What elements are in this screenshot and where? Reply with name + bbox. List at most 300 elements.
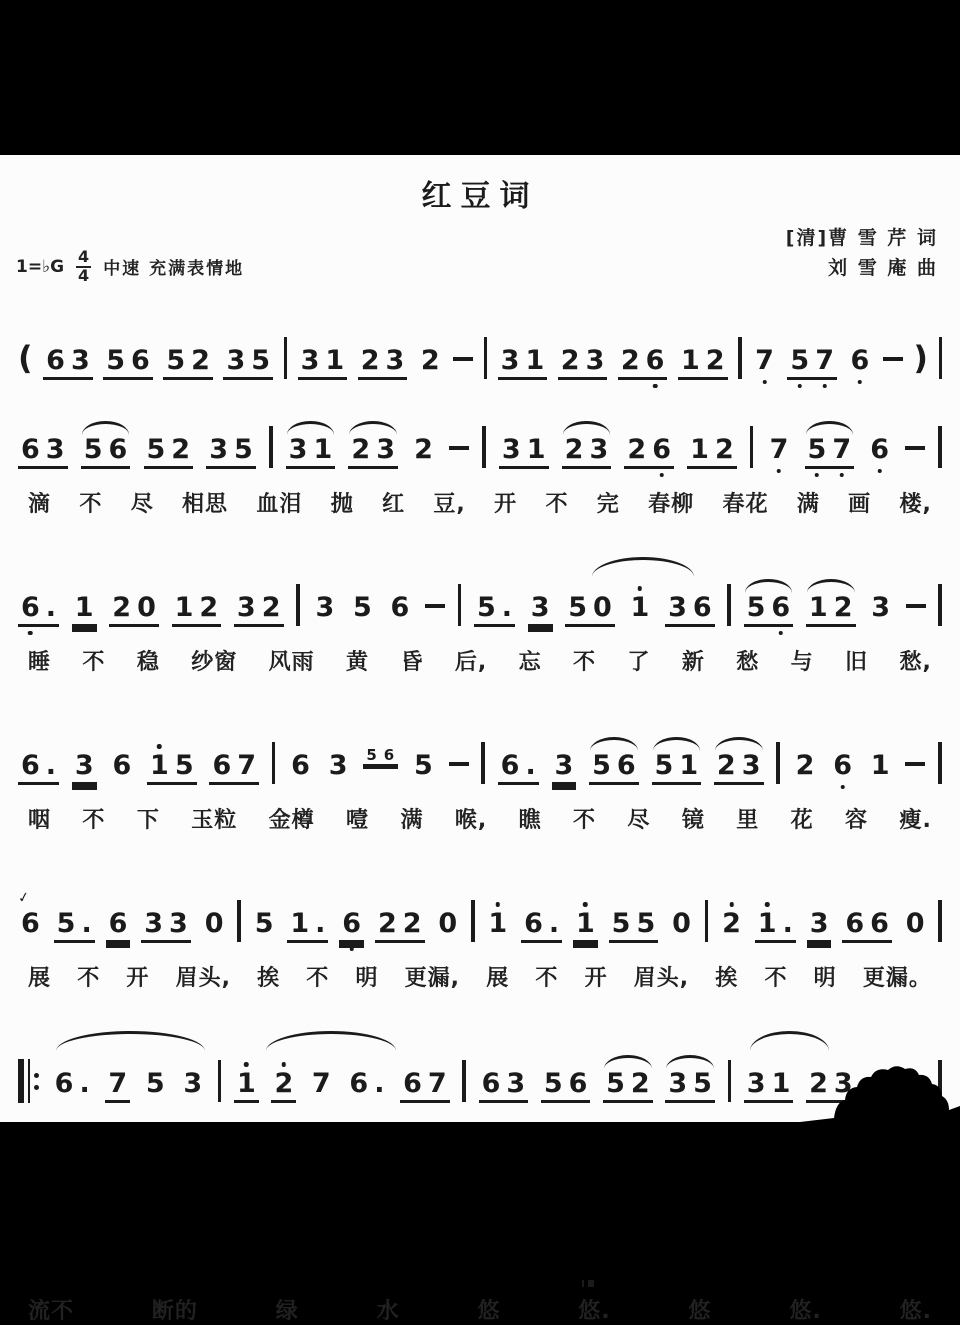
note bbox=[479, 1070, 529, 1103]
note-digit: 5 bbox=[251, 345, 271, 376]
lyric-word: 容 bbox=[845, 808, 869, 833]
note bbox=[109, 752, 134, 779]
lyric-word: 水 bbox=[376, 1298, 400, 1324]
note-digit: 3 bbox=[169, 908, 188, 939]
barline bbox=[458, 584, 462, 626]
note-digit: 2 bbox=[402, 908, 422, 939]
lyric-word: 稳 bbox=[136, 650, 160, 675]
note-digit: 5 bbox=[106, 345, 126, 376]
grace-notes bbox=[363, 748, 398, 766]
lyric-word: 睡 bbox=[28, 650, 52, 675]
note-digit: 1 bbox=[147, 752, 172, 779]
note bbox=[744, 594, 794, 627]
note-digit: 3 bbox=[741, 750, 761, 781]
note-digit: 1 bbox=[325, 345, 345, 376]
note-digit: 1 bbox=[573, 910, 598, 937]
lyric-word: 了 bbox=[627, 650, 651, 675]
barline bbox=[938, 584, 942, 626]
note bbox=[752, 347, 777, 374]
lyrics-row bbox=[14, 487, 946, 518]
note-digit: 6 bbox=[870, 908, 889, 939]
note bbox=[234, 1070, 259, 1103]
note-digit: 2 bbox=[833, 592, 853, 623]
note-digit: 3 bbox=[530, 592, 550, 623]
lyric-word: 绿 bbox=[275, 1298, 299, 1324]
note bbox=[805, 436, 855, 469]
note bbox=[687, 436, 737, 469]
note-digit: 2 bbox=[351, 434, 371, 465]
note bbox=[521, 910, 562, 943]
note bbox=[498, 347, 548, 380]
note bbox=[528, 594, 553, 627]
lyric-word: 明 bbox=[355, 966, 379, 991]
slur-arc bbox=[750, 1031, 829, 1051]
lyric-word: 挨 bbox=[257, 966, 281, 991]
lyric-word: 悠. bbox=[899, 1298, 932, 1324]
note bbox=[348, 436, 398, 469]
note-digit: 3 bbox=[809, 908, 829, 939]
lyric-word: 不 bbox=[82, 808, 106, 833]
note bbox=[411, 752, 436, 779]
barline bbox=[938, 426, 942, 468]
note bbox=[144, 436, 194, 469]
note-digit: 6 bbox=[212, 750, 232, 781]
note bbox=[624, 436, 674, 469]
lyric-word: 后, bbox=[454, 650, 488, 675]
note-digit: . bbox=[45, 750, 57, 781]
note-digit: 5 bbox=[145, 1068, 165, 1099]
note bbox=[755, 910, 796, 943]
note bbox=[589, 752, 639, 785]
note-digit: 2 bbox=[420, 345, 440, 376]
note-digit: . bbox=[315, 908, 326, 939]
lyric-word: 纱窗 bbox=[191, 650, 238, 675]
barline bbox=[462, 1060, 466, 1102]
note-digit: 2 bbox=[112, 592, 132, 623]
note-digit: . bbox=[374, 1068, 385, 1099]
dash-extension bbox=[905, 762, 925, 767]
note bbox=[287, 910, 328, 943]
lyrics-row bbox=[14, 961, 946, 992]
note-digit: 1 bbox=[690, 434, 709, 465]
note-digit: 5 bbox=[83, 434, 103, 465]
notes-row bbox=[14, 706, 946, 791]
lyric-word: 不 bbox=[764, 966, 788, 991]
lyric-word: 不 bbox=[573, 650, 597, 675]
note bbox=[573, 910, 598, 943]
barline bbox=[237, 900, 241, 942]
lyric-word: 不 bbox=[306, 966, 330, 991]
note-digit: 6 bbox=[108, 434, 128, 465]
note-digit: 5 bbox=[174, 750, 194, 781]
barline bbox=[484, 337, 488, 379]
note-digit: 5 bbox=[234, 434, 253, 465]
note-digit: 3 bbox=[328, 750, 348, 781]
note-digit: 3 bbox=[70, 345, 90, 376]
note-digit: 1 bbox=[771, 1068, 791, 1099]
note-digit: 1 bbox=[525, 345, 545, 376]
note bbox=[618, 347, 668, 380]
note-digit: 6 bbox=[21, 908, 40, 939]
note-digit: 6 bbox=[21, 434, 40, 465]
note-digit: 3 bbox=[45, 434, 65, 465]
note bbox=[309, 1070, 334, 1097]
note bbox=[498, 752, 539, 785]
note-digit: 6 bbox=[339, 910, 364, 937]
note-digit: 2 bbox=[271, 1070, 296, 1097]
note-digit: . bbox=[501, 592, 512, 623]
dash-extension bbox=[449, 762, 469, 767]
note bbox=[806, 594, 856, 627]
lyric-word: 黄 bbox=[346, 650, 370, 675]
lyric-word: 春花 bbox=[722, 492, 769, 517]
lyric-word: 新 bbox=[681, 650, 705, 675]
note-digit: 6 bbox=[21, 750, 40, 781]
barline bbox=[938, 742, 942, 784]
note bbox=[18, 594, 59, 627]
lyric-word: 悠 bbox=[477, 1298, 501, 1324]
note-digit: 6 bbox=[291, 750, 310, 781]
dash-extension bbox=[449, 446, 469, 451]
note bbox=[868, 594, 893, 621]
repeat-thin-bar bbox=[28, 1059, 31, 1103]
note-digit: 2 bbox=[716, 750, 736, 781]
lyric-word: 花 bbox=[790, 808, 814, 833]
note-digit: 3 bbox=[144, 908, 164, 939]
note-digit: 0 bbox=[137, 592, 156, 623]
lyric-word: 金樽 bbox=[268, 808, 315, 833]
lyric-word: 旧 bbox=[845, 650, 869, 675]
note bbox=[787, 347, 837, 380]
lyric-word: 更漏。 bbox=[862, 966, 932, 991]
note-digit: 3 bbox=[554, 750, 574, 781]
note bbox=[72, 594, 97, 627]
note bbox=[18, 910, 43, 937]
note-digit: 5 bbox=[476, 592, 496, 623]
lyrics-row bbox=[14, 1294, 946, 1325]
note-digit: 1 bbox=[74, 592, 94, 623]
lyric-word: 喉, bbox=[454, 808, 488, 833]
note bbox=[105, 1070, 130, 1103]
note bbox=[628, 594, 653, 621]
note-digit: 6 bbox=[867, 436, 892, 463]
note bbox=[312, 594, 337, 621]
lyricist-credit: [清]曹 雪 芹 词 bbox=[785, 227, 938, 249]
note bbox=[565, 594, 615, 627]
note-digit: 6 bbox=[403, 1068, 422, 1099]
note bbox=[541, 1070, 591, 1103]
lyrics-row bbox=[14, 645, 946, 676]
note-digit: 7 bbox=[311, 1068, 331, 1099]
lyric-word: 悠. bbox=[789, 1298, 822, 1324]
note bbox=[609, 910, 659, 943]
note-digit: 2 bbox=[795, 750, 815, 781]
note-digit: 2 bbox=[360, 345, 380, 376]
note-digit: 7 bbox=[427, 1068, 447, 1099]
dash-extension bbox=[883, 357, 903, 362]
note-digit: 7 bbox=[767, 436, 792, 463]
note-digit: 6 bbox=[830, 752, 855, 779]
note-digit: 5 bbox=[746, 592, 766, 623]
lyric-word: 豆, bbox=[433, 492, 466, 517]
note bbox=[474, 594, 515, 627]
lyric-word: 不 bbox=[82, 650, 106, 675]
note-digit: . bbox=[548, 908, 560, 939]
note bbox=[141, 910, 191, 943]
note-digit: 5 bbox=[166, 345, 186, 376]
note bbox=[288, 752, 313, 779]
lyric-word: 愁 bbox=[736, 650, 760, 675]
note-digit: 2 bbox=[809, 1068, 828, 1099]
note-digit: 7 bbox=[237, 750, 257, 781]
note-digit: 2 bbox=[719, 910, 744, 937]
note bbox=[558, 347, 608, 380]
note-digit: 3 bbox=[500, 345, 520, 376]
lyric-word: 流不 bbox=[28, 1298, 75, 1324]
note-digit: 0 bbox=[438, 908, 458, 939]
note-digit: 7 bbox=[108, 1068, 128, 1099]
note-digit: 3 bbox=[871, 592, 891, 623]
note bbox=[358, 347, 408, 380]
note bbox=[848, 347, 873, 374]
key-label: 1=♭G bbox=[16, 256, 65, 277]
time-denominator: 4 bbox=[78, 265, 90, 285]
note-digit: 2 bbox=[627, 434, 647, 465]
lyric-word: 血泪 bbox=[256, 492, 303, 517]
note-digit: 1 bbox=[234, 1070, 259, 1097]
dash-extension bbox=[906, 604, 926, 609]
note bbox=[163, 347, 213, 380]
note-digit: 6 bbox=[845, 908, 865, 939]
barline bbox=[284, 337, 288, 379]
lyric-word: 噎 bbox=[346, 808, 370, 833]
barline bbox=[471, 900, 475, 942]
slur-arc bbox=[592, 557, 695, 577]
note bbox=[744, 1070, 794, 1103]
score-line bbox=[14, 301, 946, 386]
barline bbox=[218, 1060, 222, 1102]
note-digit: 2 bbox=[261, 592, 281, 623]
note-digit: 6 bbox=[481, 1068, 501, 1099]
lyric-word: 尽 bbox=[130, 492, 154, 517]
score-line bbox=[14, 548, 946, 676]
note-digit: 6 bbox=[692, 592, 712, 623]
note-digit: 6 bbox=[54, 1068, 74, 1099]
note bbox=[669, 910, 694, 937]
note-digit: 3 bbox=[589, 434, 609, 465]
note-digit: 3 bbox=[385, 345, 405, 376]
note-digit: 3 bbox=[300, 345, 320, 376]
barline bbox=[750, 426, 754, 468]
notes-row bbox=[14, 548, 946, 633]
slur-arc bbox=[266, 1031, 396, 1051]
note-digit: 6 bbox=[649, 436, 674, 463]
note bbox=[209, 752, 259, 785]
note-digit: 6 bbox=[643, 347, 668, 374]
lyric-word: 风雨 bbox=[268, 650, 315, 675]
note-digit: 6 bbox=[848, 347, 873, 374]
note bbox=[552, 752, 577, 785]
slur-arc bbox=[56, 1031, 205, 1051]
letterbox-bottom bbox=[0, 1122, 960, 1280]
note bbox=[252, 910, 277, 937]
lyric-word: 愁, bbox=[899, 650, 932, 675]
note-digit: 5 bbox=[543, 1068, 563, 1099]
note-digit: 2 bbox=[705, 345, 725, 376]
lyric-word: 忘 bbox=[518, 650, 542, 675]
note-digit: 2 bbox=[564, 434, 584, 465]
note-digit: 5 bbox=[693, 1068, 712, 1099]
note-digit: 2 bbox=[171, 434, 191, 465]
lyric-word: 眉头, bbox=[175, 966, 231, 991]
note-digit: 5 bbox=[611, 908, 631, 939]
note bbox=[298, 347, 348, 380]
lyric-word: 相思 bbox=[182, 492, 229, 517]
note bbox=[903, 910, 928, 937]
lyric-word: 展 bbox=[28, 966, 52, 991]
note bbox=[52, 1070, 93, 1097]
note-digit: 1 bbox=[485, 910, 510, 937]
note-digit: 6 bbox=[383, 746, 396, 764]
note bbox=[562, 436, 612, 469]
lyric-word: 挨 bbox=[715, 966, 739, 991]
note-digit: 6 bbox=[131, 345, 150, 376]
lyric-word: 咽 bbox=[28, 808, 52, 833]
note-digit: . bbox=[81, 908, 92, 939]
note-digit: 6 bbox=[524, 908, 543, 939]
note-digit: 3 bbox=[506, 1068, 526, 1099]
note-digit: 5 bbox=[592, 750, 611, 781]
note-digit: . bbox=[79, 1068, 90, 1099]
note bbox=[418, 347, 443, 374]
note-digit: 5 bbox=[787, 347, 812, 374]
note-digit: 1 bbox=[755, 910, 780, 937]
note bbox=[346, 1070, 387, 1097]
credits bbox=[786, 223, 938, 284]
note-digit: . bbox=[45, 592, 57, 623]
note-digit: 3 bbox=[585, 345, 605, 376]
note-digit: 5 bbox=[636, 908, 656, 939]
lyric-word: 春柳 bbox=[648, 492, 695, 517]
note bbox=[271, 1070, 296, 1103]
barline bbox=[776, 742, 780, 784]
note bbox=[202, 910, 227, 937]
barline bbox=[272, 742, 276, 784]
barline bbox=[705, 900, 709, 942]
time-numerator: 4 bbox=[78, 247, 90, 266]
note-digit: 5 bbox=[254, 908, 274, 939]
note-digit: 6 bbox=[568, 1068, 588, 1099]
note bbox=[842, 910, 892, 943]
note-digit: 5 bbox=[606, 1068, 625, 1099]
barline bbox=[938, 900, 942, 942]
time-signature bbox=[76, 249, 91, 285]
note-digit: 5 bbox=[56, 908, 76, 939]
note-digit: 3 bbox=[501, 434, 521, 465]
note-digit: 1 bbox=[808, 592, 828, 623]
note bbox=[807, 910, 832, 943]
note bbox=[350, 594, 375, 621]
note-digit: 7 bbox=[812, 347, 837, 374]
note-digit: 6 bbox=[18, 594, 43, 621]
lyrics-row bbox=[14, 803, 946, 834]
note bbox=[18, 752, 59, 785]
lyric-word: 不 bbox=[535, 966, 559, 991]
note bbox=[411, 436, 436, 463]
lyric-word: 展 bbox=[486, 966, 510, 991]
song-title: 红豆词 bbox=[421, 179, 539, 214]
lyric-word: 眉头, bbox=[633, 966, 690, 991]
note bbox=[180, 1070, 205, 1097]
note-digit: 2 bbox=[714, 434, 734, 465]
note bbox=[387, 594, 412, 621]
note-digit: 0 bbox=[204, 908, 224, 939]
note-digit: 1 bbox=[680, 345, 700, 376]
barline bbox=[296, 584, 300, 626]
note bbox=[793, 752, 818, 779]
note-digit: 0 bbox=[672, 908, 691, 939]
note bbox=[234, 594, 284, 627]
note-digit: 5 bbox=[366, 746, 378, 764]
note-digit: 3 bbox=[288, 434, 308, 465]
letterbox-top bbox=[0, 0, 960, 157]
note-digit: 2 bbox=[191, 345, 210, 376]
score-line bbox=[14, 864, 946, 992]
note bbox=[714, 752, 764, 785]
note bbox=[339, 910, 364, 943]
barline bbox=[939, 337, 943, 379]
parenthesis: ) bbox=[913, 339, 928, 377]
note-digit: 5 bbox=[413, 750, 433, 781]
note bbox=[485, 910, 510, 937]
lyric-word: 满 bbox=[796, 492, 820, 517]
lyric-word: 不 bbox=[79, 492, 103, 517]
note-digit: 1 bbox=[628, 594, 653, 621]
note bbox=[109, 594, 159, 627]
note-digit: 5 bbox=[568, 592, 588, 623]
repeat-start-sign bbox=[18, 1059, 39, 1103]
lyric-word: 尽 bbox=[627, 808, 651, 833]
note bbox=[603, 1070, 653, 1103]
tempo-marking: 中速 充满表情地 bbox=[103, 259, 245, 280]
dash-extension bbox=[905, 446, 925, 451]
note-digit: 5 bbox=[654, 750, 674, 781]
key-signature bbox=[16, 249, 244, 285]
dash-extension bbox=[453, 357, 473, 362]
note-digit: 6 bbox=[390, 592, 410, 623]
note bbox=[652, 752, 702, 785]
note bbox=[867, 436, 892, 463]
parenthesis: ( bbox=[18, 339, 33, 377]
note-digit: 5 bbox=[146, 434, 166, 465]
lyric-word: 开 bbox=[494, 492, 518, 517]
note bbox=[54, 910, 95, 943]
note-digit: 3 bbox=[236, 592, 256, 623]
note bbox=[719, 910, 744, 937]
note bbox=[665, 594, 715, 627]
lyric-word: 楼, bbox=[899, 492, 932, 517]
note-digit: 6 bbox=[616, 750, 636, 781]
lyric-word: 红 bbox=[382, 492, 406, 517]
note bbox=[400, 1070, 450, 1103]
lyric-word: 镜 bbox=[681, 808, 705, 833]
lyric-word: 更漏, bbox=[404, 966, 461, 991]
sheet-music bbox=[0, 155, 960, 1324]
note bbox=[147, 752, 197, 785]
composer-credit: 刘 雪 庵 曲 bbox=[828, 257, 938, 280]
lyric-word: 开 bbox=[584, 966, 608, 991]
note bbox=[326, 752, 351, 779]
